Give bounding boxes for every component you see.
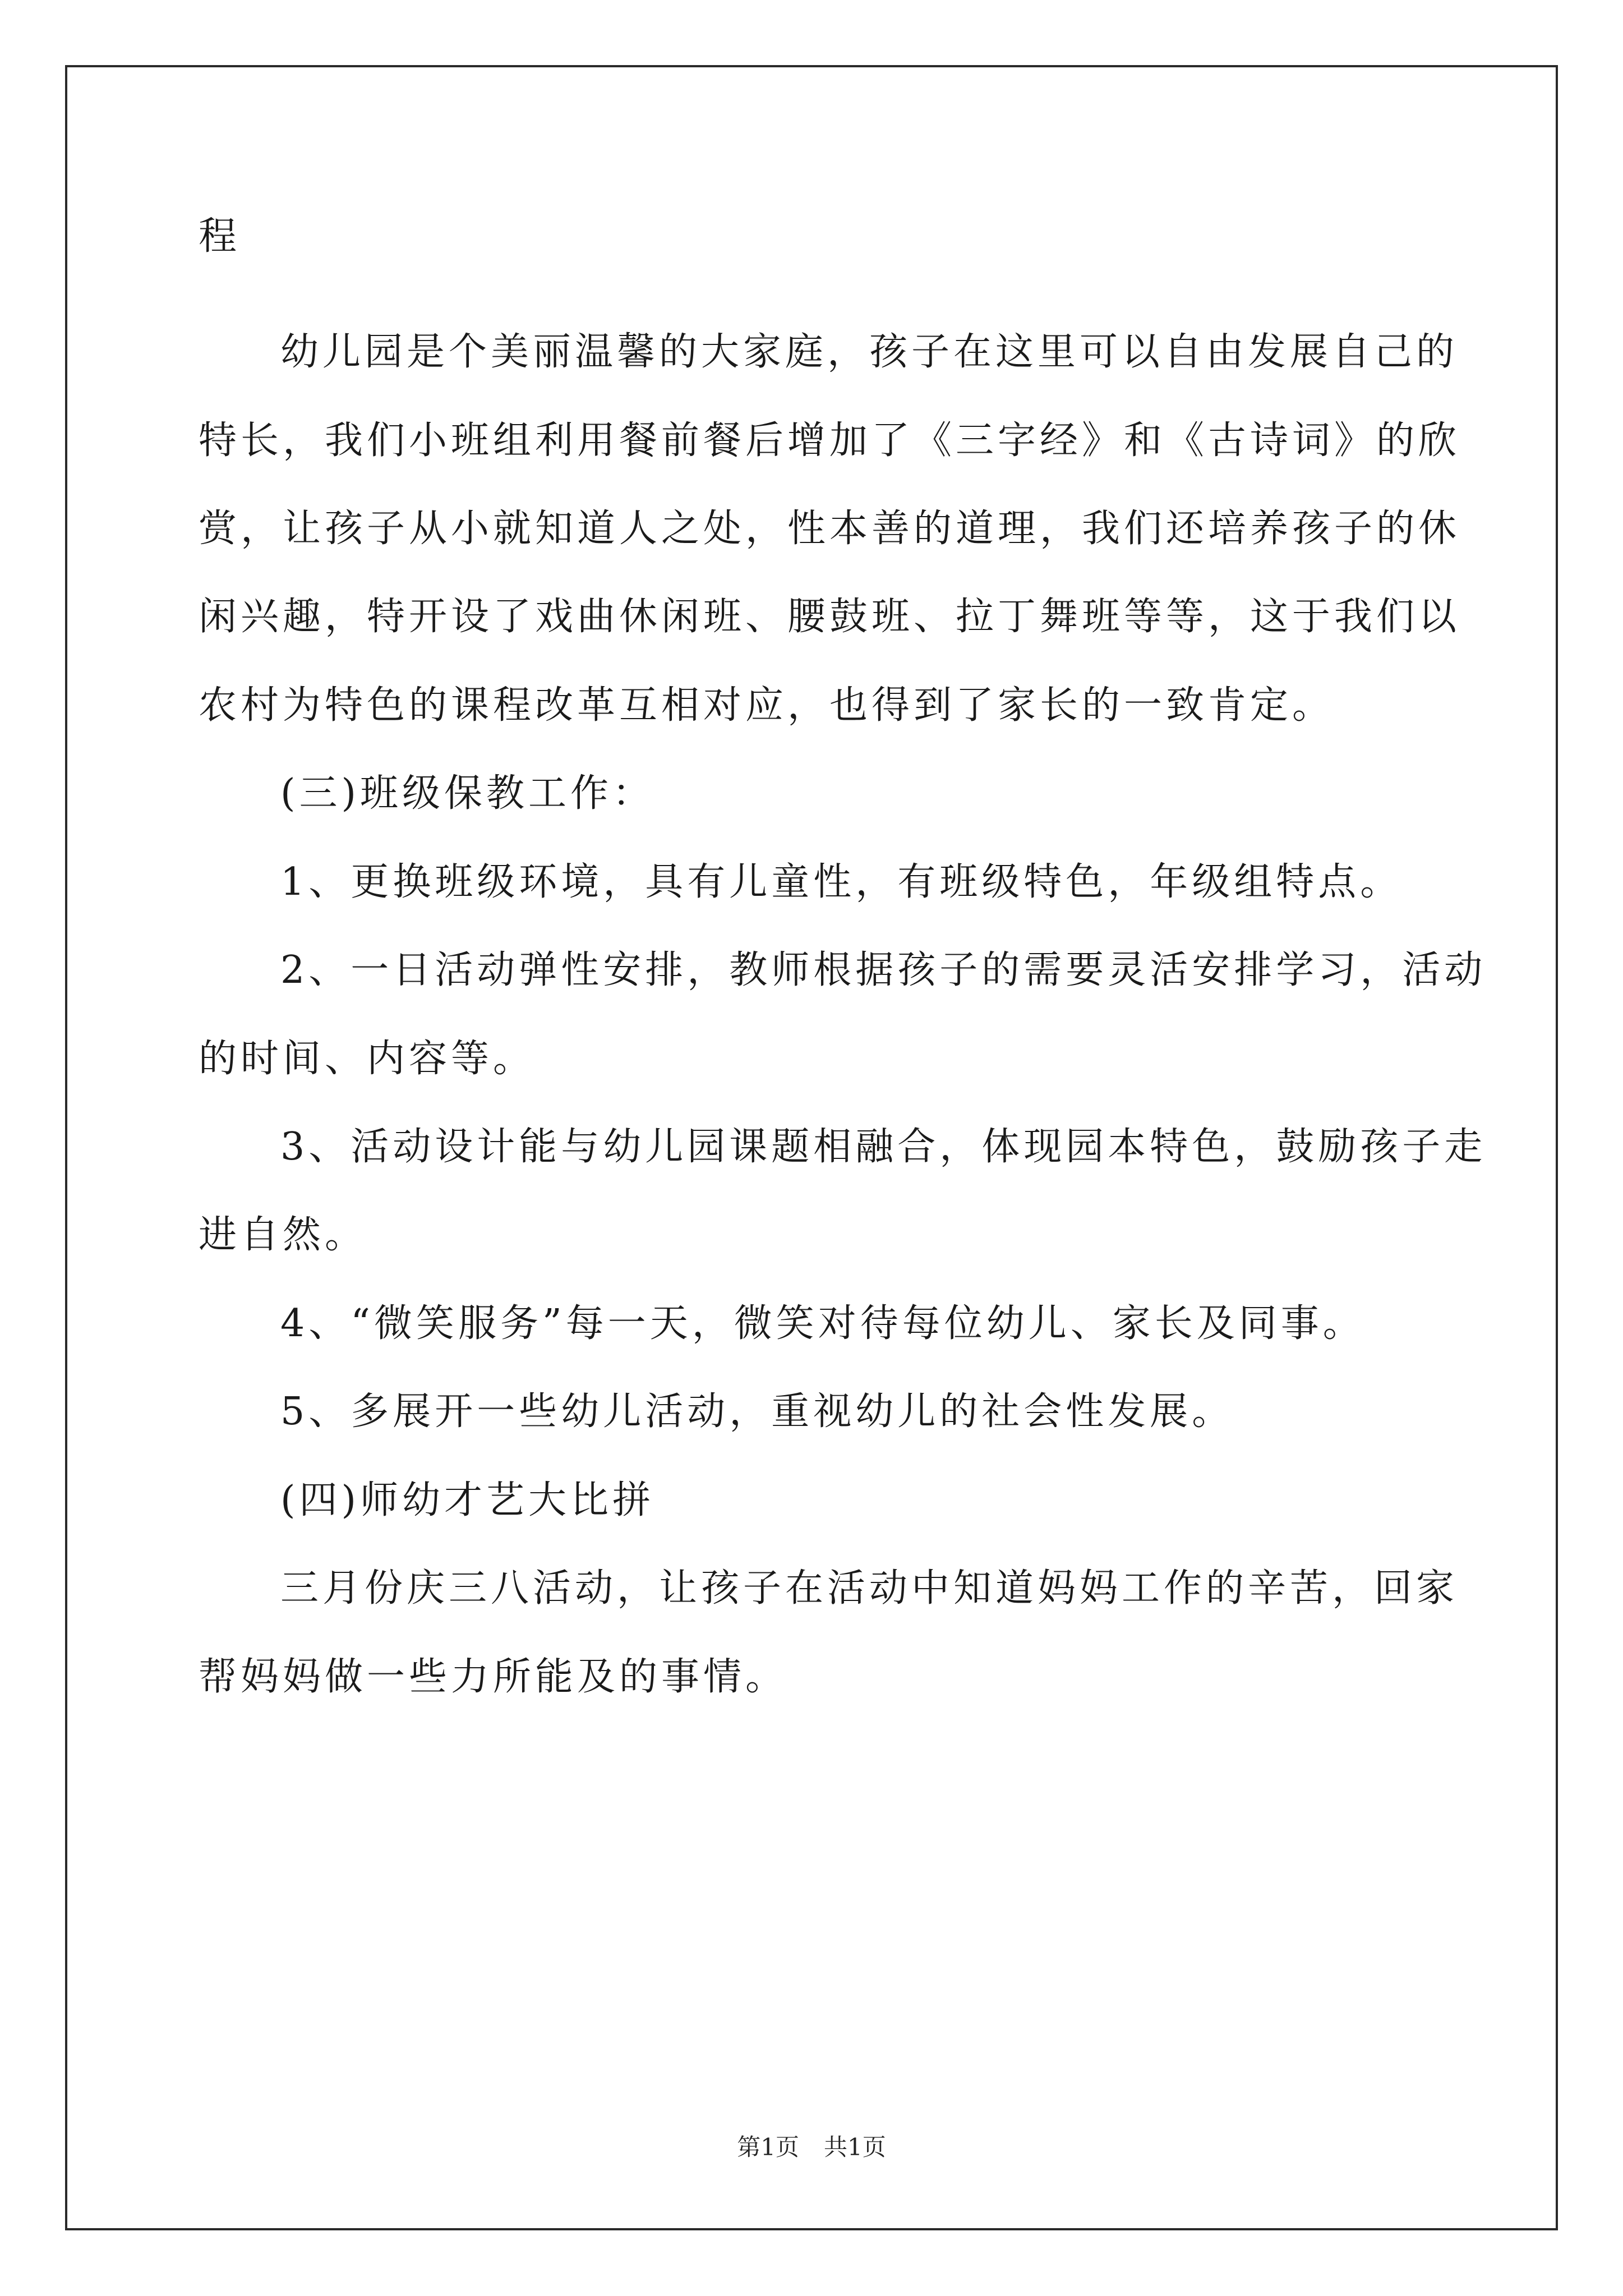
paragraph-1-line-4: 闲兴趣，特开设了戏曲休闲班、腰鼓班、拉丁舞班等等，这于我们以 [199, 595, 1461, 639]
section-heading-3: (三)班级保教工作： [280, 771, 655, 816]
paragraph-1-line-2: 特长，我们小班组利用餐前餐后增加了《三字经》和《古诗词》的欣 [199, 418, 1461, 463]
page-footer [0, 2131, 1623, 2164]
list-item-1: 1、更换班级环境，具有儿童性，有班级特色，年级组特点。 [280, 860, 1403, 904]
list-item-4: 4、“微笑服务”每一天，微笑对待每位幼儿、家长及同事。 [280, 1301, 1365, 1346]
list-item-2-line-2: 的时间、内容等。 [199, 1037, 536, 1081]
list-item-3-line-2: 进自然。 [199, 1213, 367, 1257]
list-item-3-line-1: 3、活动设计能与幼儿园课题相融合，体现园本特色，鼓励孩子走 [280, 1125, 1487, 1169]
list-item-5: 5、多展开一些幼儿活动，重视幼儿的社会性发展。 [280, 1389, 1234, 1434]
section-heading-4: (四)师幼才艺大比拼 [280, 1478, 655, 1522]
paragraph-2-line-2: 帮妈妈做一些力所能及的事情。 [199, 1655, 788, 1699]
paragraph-1-line-1: 幼儿园是个美丽温馨的大家庭，孩子在这里可以自由发展自己的 [280, 330, 1459, 374]
text-line-1: 程 [199, 214, 241, 259]
paragraph-2-line-1: 三月份庆三八活动，让孩子在活动中知道妈妈工作的辛苦，回家 [280, 1566, 1459, 1611]
list-item-2-line-1: 2、一日活动弹性安排，教师根据孩子的需要灵活安排学习，活动 [280, 948, 1487, 992]
page-total: 共1页 [824, 2133, 886, 2161]
paragraph-1-line-3: 赏，让孩子从小就知道人之处，性本善的道理，我们还培养孩子的休 [199, 507, 1461, 551]
paragraph-1-line-5: 农村为特色的课程改革互相对应，也得到了家长的一致肯定。 [199, 683, 1335, 728]
page-number: 第1页 [737, 2133, 799, 2161]
